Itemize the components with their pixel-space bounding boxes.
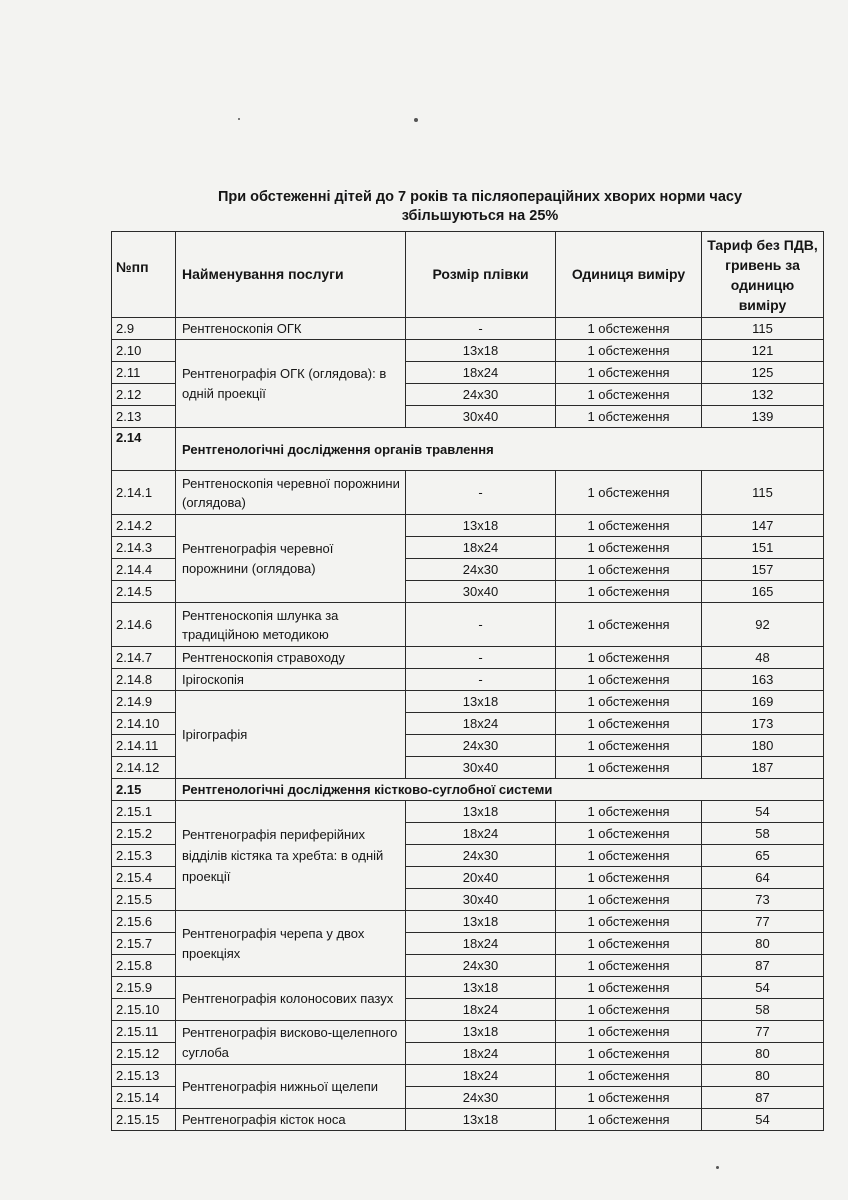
row-num: 2.14.8 (112, 669, 176, 691)
row-num: 2.14.5 (112, 581, 176, 603)
row-num: 2.15.4 (112, 867, 176, 889)
row-name: Рентгеноскопія ОГК (176, 318, 406, 340)
row-unit: 1 обстеження (556, 1065, 702, 1087)
row-unit: 1 обстеження (556, 867, 702, 889)
row-price: 169 (702, 691, 824, 713)
row-num: 2.15.8 (112, 955, 176, 977)
row-name: Рентгенографія нижньої щелепи (176, 1065, 406, 1109)
scan-speck (716, 1166, 719, 1169)
row-price: 77 (702, 1021, 824, 1043)
row-size: - (406, 647, 556, 669)
row-name: Рентгенографія черевної порожнини (оглядова) (176, 515, 406, 603)
row-size: - (406, 471, 556, 515)
row-unit: 1 обстеження (556, 515, 702, 537)
row-price: 80 (702, 1065, 824, 1087)
row-unit: 1 обстеження (556, 933, 702, 955)
row-size: 30х40 (406, 757, 556, 779)
row-num: 2.14.10 (112, 713, 176, 735)
row-unit: 1 обстеження (556, 801, 702, 823)
row-name: Рентгенографія висково-щелепного суглоба (176, 1021, 406, 1065)
row-size: 24х30 (406, 845, 556, 867)
row-size: 13х18 (406, 801, 556, 823)
row-num: 2.14.7 (112, 647, 176, 669)
table-row (112, 647, 824, 669)
table-row (112, 911, 824, 933)
scan-speck (414, 118, 418, 122)
row-price: 139 (702, 406, 824, 428)
row-unit: 1 обстеження (556, 1109, 702, 1131)
table-row (112, 318, 824, 340)
document-heading (150, 188, 810, 226)
header-price: Тариф без ПДВ, гривень за одиницю виміру (702, 232, 824, 318)
table-row (112, 603, 824, 647)
row-size: 18х24 (406, 1043, 556, 1065)
row-num: 2.11 (112, 362, 176, 384)
row-num: 2.14.3 (112, 537, 176, 559)
header-size: Розмір плівки (406, 232, 556, 318)
row-name: Рентгенографія черепа у двох проекціях (176, 911, 406, 977)
row-size: 18х24 (406, 537, 556, 559)
row-unit: 1 обстеження (556, 1087, 702, 1109)
row-price: 58 (702, 999, 824, 1021)
row-size: - (406, 669, 556, 691)
row-name: Рентгеноскопія шлунка за традиційною методикою (176, 603, 406, 647)
row-size: 24х30 (406, 384, 556, 406)
row-size: 13х18 (406, 1109, 556, 1131)
row-price: 92 (702, 603, 824, 647)
row-num: 2.15.14 (112, 1087, 176, 1109)
row-num: 2.10 (112, 340, 176, 362)
table-header-row (112, 232, 824, 318)
section-num: 2.14 (112, 428, 176, 471)
row-unit: 1 обстеження (556, 340, 702, 362)
row-price: 173 (702, 713, 824, 735)
row-price: 132 (702, 384, 824, 406)
row-size: 24х30 (406, 1087, 556, 1109)
row-num: 2.14.4 (112, 559, 176, 581)
row-size: 18х24 (406, 933, 556, 955)
row-price: 151 (702, 537, 824, 559)
row-size: 18х24 (406, 823, 556, 845)
row-num: 2.9 (112, 318, 176, 340)
row-num: 2.14.9 (112, 691, 176, 713)
row-price: 77 (702, 911, 824, 933)
row-size: 18х24 (406, 713, 556, 735)
row-price: 157 (702, 559, 824, 581)
row-num: 2.15.1 (112, 801, 176, 823)
row-num: 2.14.1 (112, 471, 176, 515)
row-price: 87 (702, 1087, 824, 1109)
row-price: 65 (702, 845, 824, 867)
row-unit: 1 обстеження (556, 406, 702, 428)
row-name: Рентгенографія ОГК (оглядова): в одній проекції (176, 340, 406, 428)
row-unit: 1 обстеження (556, 911, 702, 933)
heading-line-1: При обстеженні дітей до 7 років та післяопераційних хворих норми часу (217, 189, 743, 205)
row-price: 115 (702, 318, 824, 340)
table-row (112, 1021, 824, 1043)
row-size: 30х40 (406, 889, 556, 911)
row-price: 80 (702, 933, 824, 955)
row-size: 18х24 (406, 999, 556, 1021)
row-unit: 1 обстеження (556, 384, 702, 406)
section-num: 2.15 (112, 779, 176, 801)
row-unit: 1 обстеження (556, 1043, 702, 1065)
header-name: Найменування послуги (176, 232, 406, 318)
row-price: 80 (702, 1043, 824, 1065)
row-num: 2.14.6 (112, 603, 176, 647)
row-num: 2.15.3 (112, 845, 176, 867)
row-unit: 1 обстеження (556, 713, 702, 735)
row-unit: 1 обстеження (556, 1021, 702, 1043)
row-name: Рентгенографія кісток носа (176, 1109, 406, 1131)
row-unit: 1 обстеження (556, 757, 702, 779)
table-row (112, 471, 824, 515)
row-unit: 1 обстеження (556, 559, 702, 581)
tariff-table (111, 231, 824, 1131)
row-size: 20х40 (406, 867, 556, 889)
row-price: 54 (702, 977, 824, 999)
row-price: 48 (702, 647, 824, 669)
row-price: 87 (702, 955, 824, 977)
table-row (112, 1109, 824, 1131)
row-name: Рентгенографія колоносових пазух (176, 977, 406, 1021)
row-size: 13х18 (406, 1021, 556, 1043)
row-unit: 1 обстеження (556, 537, 702, 559)
row-name: Ірігографія (176, 691, 406, 779)
row-unit: 1 обстеження (556, 845, 702, 867)
row-unit: 1 обстеження (556, 977, 702, 999)
section-title: Рентгенологічні дослідження кістково-суглобної системи (176, 779, 824, 801)
row-num: 2.15.15 (112, 1109, 176, 1131)
table-row (112, 669, 824, 691)
table-row (112, 977, 824, 999)
row-price: 54 (702, 1109, 824, 1131)
row-unit: 1 обстеження (556, 471, 702, 515)
row-size: - (406, 603, 556, 647)
row-num: 2.15.7 (112, 933, 176, 955)
row-unit: 1 обстеження (556, 735, 702, 757)
row-unit: 1 обстеження (556, 823, 702, 845)
row-num: 2.15.12 (112, 1043, 176, 1065)
heading-line-2: збільшуються на 25% (401, 208, 559, 224)
row-num: 2.15.10 (112, 999, 176, 1021)
row-unit: 1 обстеження (556, 362, 702, 384)
row-size: 24х30 (406, 735, 556, 757)
row-unit: 1 обстеження (556, 955, 702, 977)
row-size: 13х18 (406, 911, 556, 933)
section-title: Рентгенологічні дослідження органів травлення (176, 428, 824, 471)
row-size: 30х40 (406, 406, 556, 428)
row-size: 24х30 (406, 559, 556, 581)
table-row (112, 691, 824, 713)
table-row (112, 801, 824, 823)
row-price: 163 (702, 669, 824, 691)
row-num: 2.15.2 (112, 823, 176, 845)
row-price: 147 (702, 515, 824, 537)
header-unit: Одиниця виміру (556, 232, 702, 318)
row-num: 2.15.11 (112, 1021, 176, 1043)
table-row (112, 340, 824, 362)
row-size: 13х18 (406, 340, 556, 362)
row-num: 2.15.13 (112, 1065, 176, 1087)
row-num: 2.15.6 (112, 911, 176, 933)
row-price: 115 (702, 471, 824, 515)
row-price: 125 (702, 362, 824, 384)
row-name: Рентгеноскопія черевної порожнини (оглядова) (176, 471, 406, 515)
row-price: 58 (702, 823, 824, 845)
row-price: 165 (702, 581, 824, 603)
row-price: 54 (702, 801, 824, 823)
row-unit: 1 обстеження (556, 318, 702, 340)
row-size: 24х30 (406, 955, 556, 977)
table-row (112, 515, 824, 537)
scan-speck (238, 118, 240, 120)
row-price: 180 (702, 735, 824, 757)
row-name: Рентгеноскопія стравоходу (176, 647, 406, 669)
row-num: 2.15.5 (112, 889, 176, 911)
section-row (112, 779, 824, 801)
row-name: Ірігоскопія (176, 669, 406, 691)
table-row (112, 1065, 824, 1087)
row-price: 64 (702, 867, 824, 889)
row-unit: 1 обстеження (556, 999, 702, 1021)
section-row (112, 428, 824, 471)
row-size: 13х18 (406, 691, 556, 713)
row-size: - (406, 318, 556, 340)
row-num: 2.15.9 (112, 977, 176, 999)
row-num: 2.12 (112, 384, 176, 406)
row-unit: 1 обстеження (556, 647, 702, 669)
row-price: 187 (702, 757, 824, 779)
row-unit: 1 обстеження (556, 889, 702, 911)
header-num: №пп (112, 232, 176, 318)
row-price: 73 (702, 889, 824, 911)
row-name: Рентгенографія периферійних відділів кістяка та хребта: в одній проекції (176, 801, 406, 911)
row-price: 121 (702, 340, 824, 362)
row-num: 2.14.11 (112, 735, 176, 757)
row-size: 13х18 (406, 977, 556, 999)
row-size: 13х18 (406, 515, 556, 537)
row-size: 18х24 (406, 1065, 556, 1087)
row-unit: 1 обстеження (556, 581, 702, 603)
row-unit: 1 обстеження (556, 691, 702, 713)
row-unit: 1 обстеження (556, 603, 702, 647)
row-num: 2.14.2 (112, 515, 176, 537)
row-size: 18х24 (406, 362, 556, 384)
row-num: 2.13 (112, 406, 176, 428)
row-num: 2.14.12 (112, 757, 176, 779)
row-size: 30х40 (406, 581, 556, 603)
row-unit: 1 обстеження (556, 669, 702, 691)
